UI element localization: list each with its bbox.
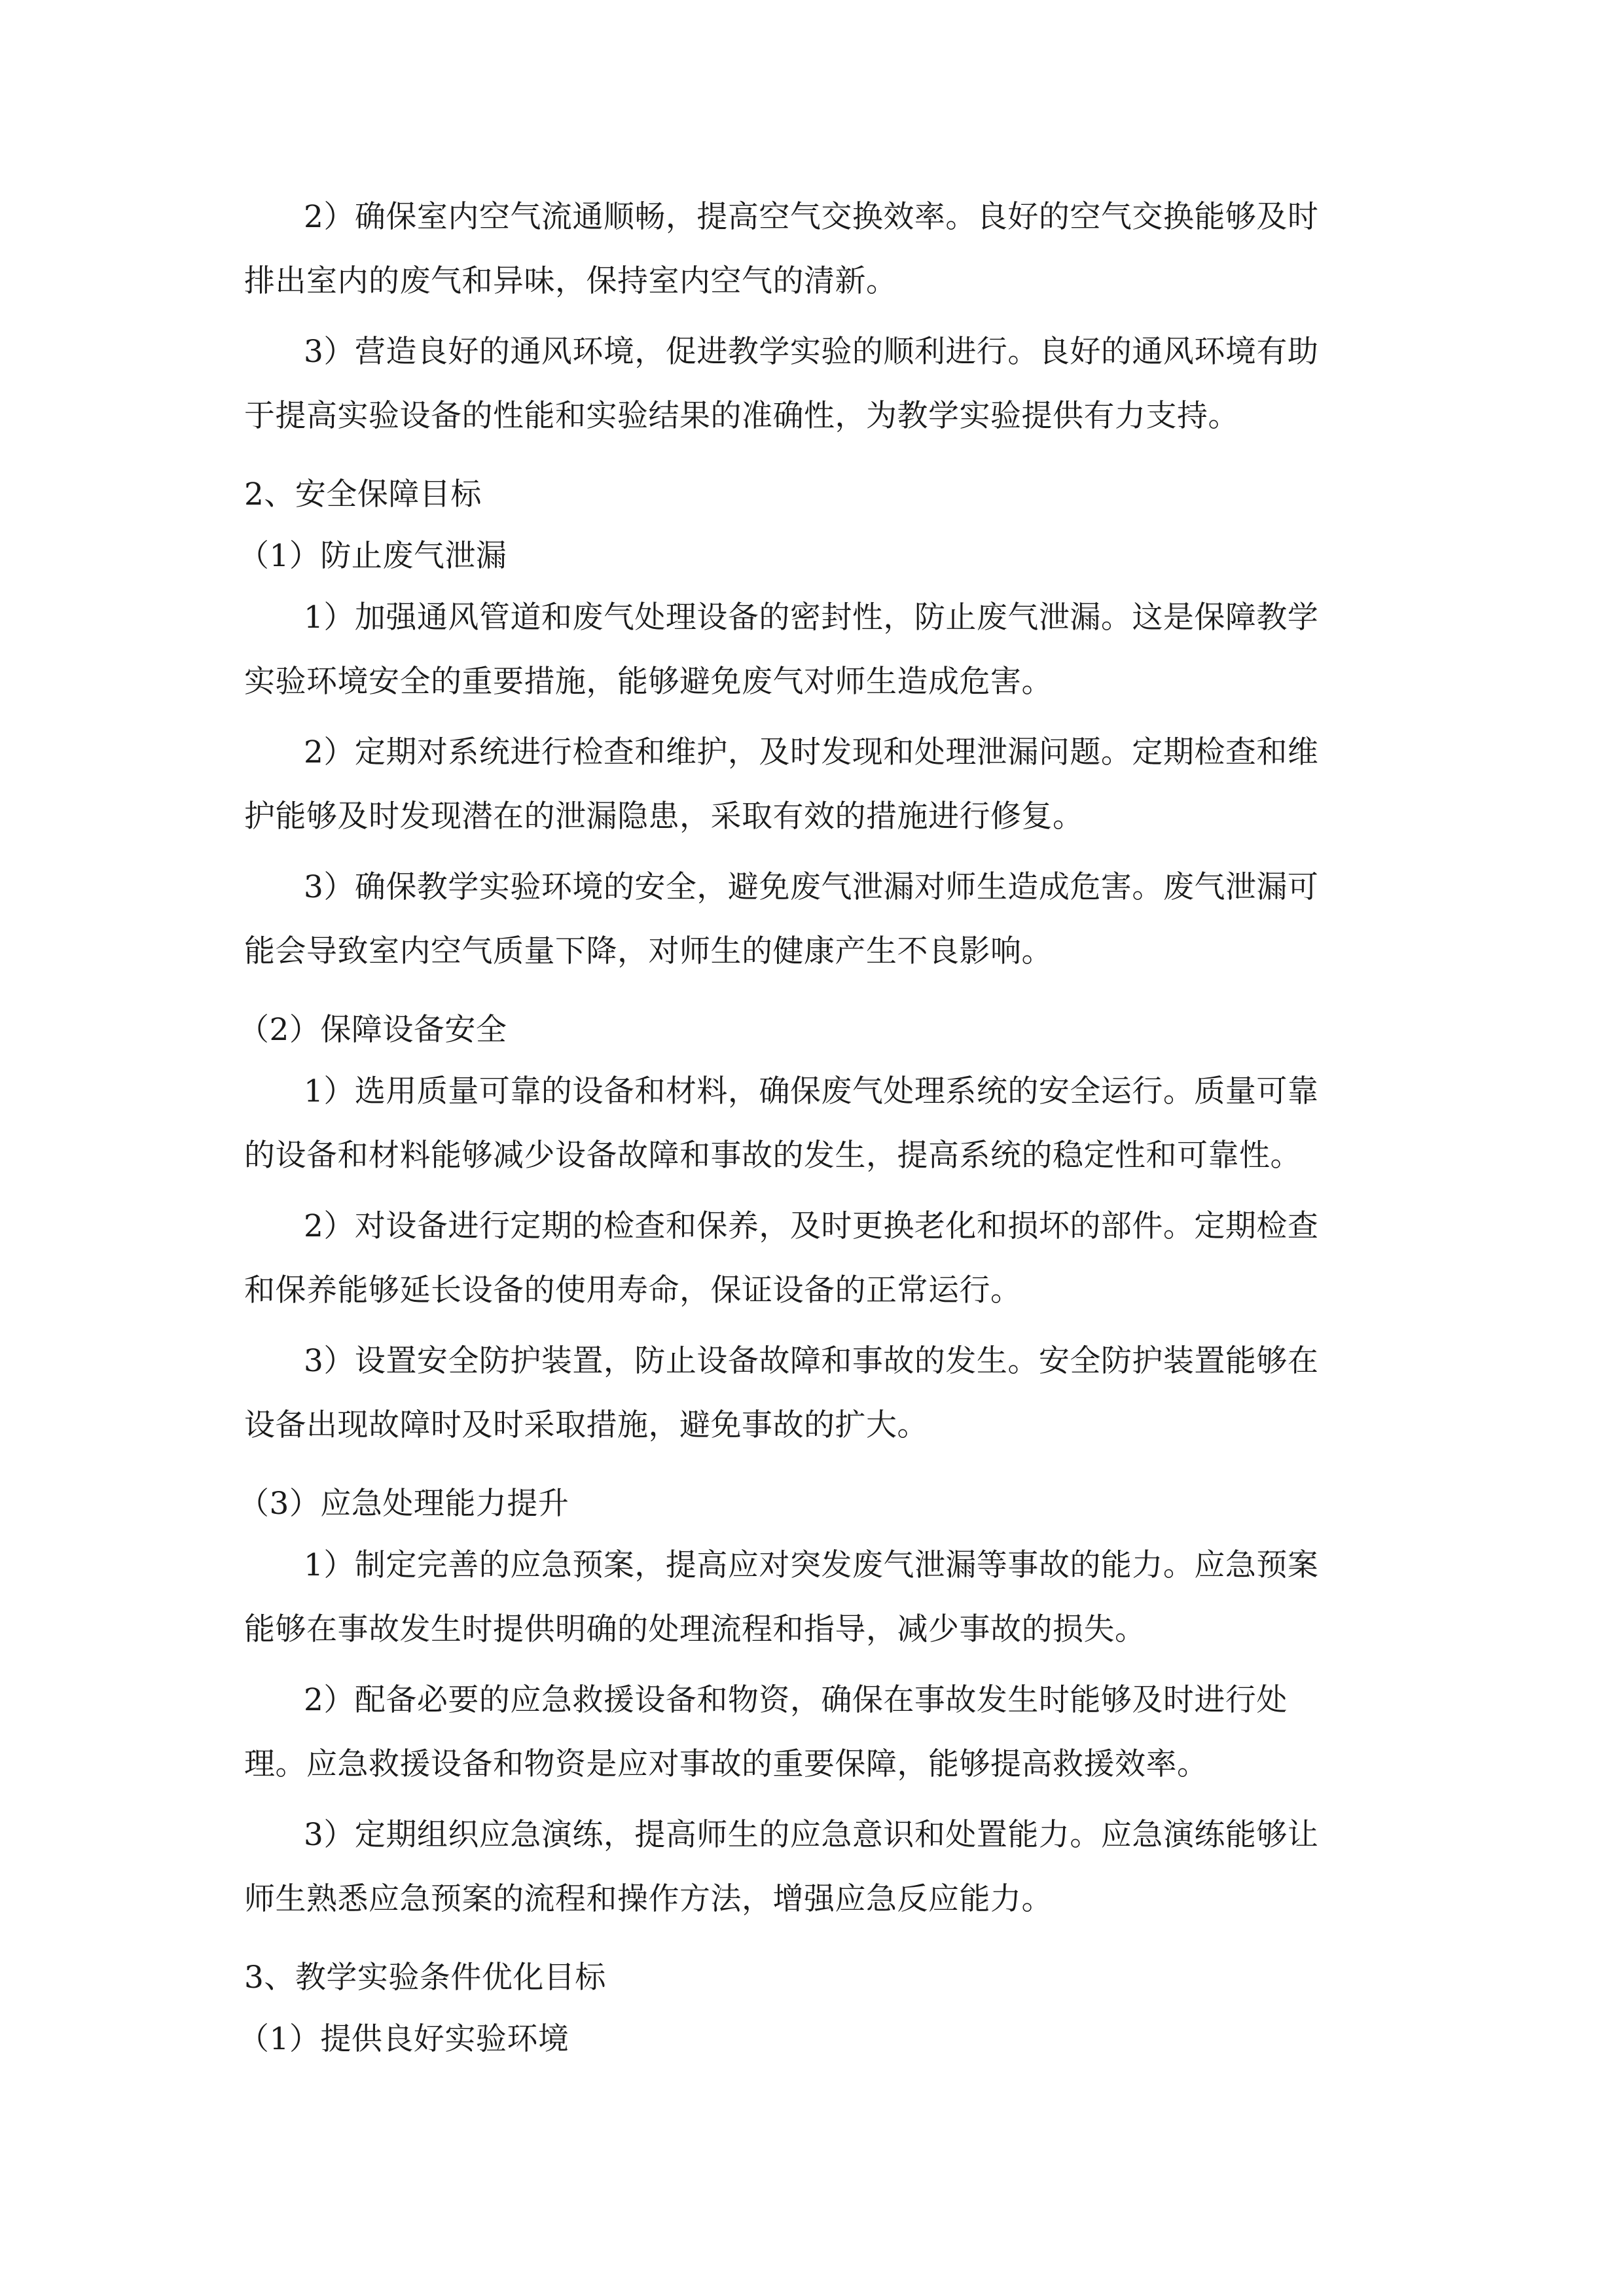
- subsection-heading: （1）防止废气泄漏: [238, 538, 507, 574]
- paragraph-line: 实验环境安全的重要措施，能够避免废气对师生造成危害。: [244, 664, 1053, 700]
- section-heading: 2、安全保障目标: [244, 476, 482, 512]
- paragraph-line: 2）配备必要的应急救援设备和物资，确保在事故发生时能够及时进行处: [304, 1682, 1288, 1718]
- subsection-heading: （2）保障设备安全: [238, 1012, 507, 1048]
- paragraph-line: 和保养能够延长设备的使用寿命，保证设备的正常运行。: [244, 1272, 1022, 1308]
- paragraph-line: 1）选用质量可靠的设备和材料，确保废气处理系统的安全运行。质量可靠: [304, 1073, 1319, 1109]
- subsection-heading: （1）提供良好实验环境: [238, 2021, 569, 2057]
- paragraph-line: 3）定期组织应急演练，提高师生的应急意识和处置能力。应急演练能够让: [304, 1817, 1319, 1853]
- paragraph-line: 于提高实验设备的性能和实验结果的准确性，为教学实验提供有力支持。: [244, 398, 1239, 434]
- paragraph-line: 3）设置安全防护装置，防止设备故障和事故的发生。安全防护装置能够在: [304, 1343, 1319, 1379]
- paragraph-line: 3）确保教学实验环境的安全，避免废气泄漏对师生造成危害。废气泄漏可: [304, 869, 1319, 905]
- paragraph-line: 1）制定完善的应急预案，提高应对突发废气泄漏等事故的能力。应急预案: [304, 1547, 1319, 1583]
- section-heading: 3、教学实验条件优化目标: [244, 1960, 606, 1996]
- paragraph-line: 2）确保室内空气流通顺畅，提高空气交换效率。良好的空气交换能够及时: [304, 199, 1319, 235]
- paragraph-line: 设备出现故障时及时采取措施，避免事故的扩大。: [244, 1407, 928, 1443]
- paragraph-line: 2）对设备进行定期的检查和保养，及时更换老化和损坏的部件。定期检查: [304, 1208, 1319, 1244]
- paragraph-line: 能够在事故发生时提供明确的处理流程和指导，减少事故的损失。: [244, 1611, 1146, 1647]
- paragraph-line: 护能够及时发现潜在的泄漏隐患，采取有效的措施进行修复。: [244, 798, 1084, 834]
- paragraph-line: 3）营造良好的通风环境，促进教学实验的顺利进行。良好的通风环境有助: [304, 334, 1319, 370]
- paragraph-line: 的设备和材料能够减少设备故障和事故的发生，提高系统的稳定性和可靠性。: [244, 1138, 1301, 1174]
- paragraph-line: 2）定期对系统进行检查和维护，及时发现和处理泄漏问题。定期检查和维: [304, 734, 1319, 770]
- paragraph-line: 排出室内的废气和异味，保持室内空气的清新。: [244, 263, 897, 299]
- subsection-heading: （3）应急处理能力提升: [238, 1486, 569, 1522]
- paragraph-line: 师生熟悉应急预案的流程和操作方法，增强应急反应能力。: [244, 1881, 1053, 1917]
- paragraph-line: 能会导致室内空气质量下降，对师生的健康产生不良影响。: [244, 933, 1053, 969]
- paragraph-line: 1）加强通风管道和废气处理设备的密封性，防止废气泄漏。这是保障教学: [304, 600, 1319, 636]
- paragraph-line: 理。应急救援设备和物资是应对事故的重要保障，能够提高救援效率。: [244, 1746, 1208, 1782]
